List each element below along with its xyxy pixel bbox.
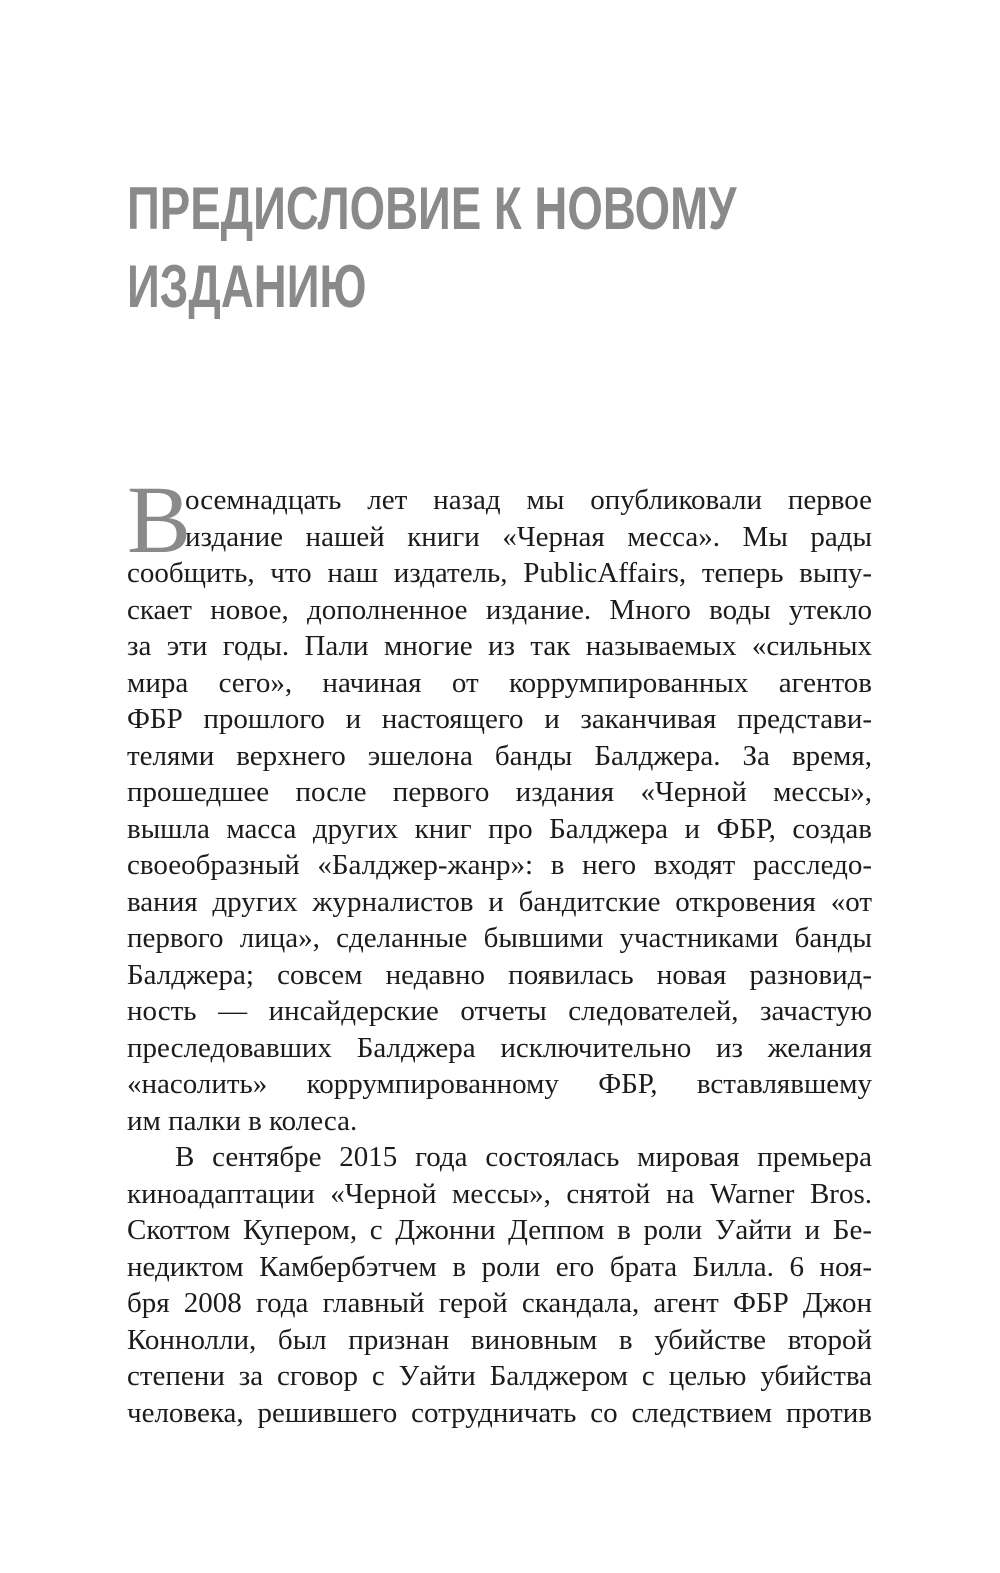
paragraph-2 xyxy=(127,1139,872,1431)
text-line: степени за сговор с Уайти Балджером с целью убийства xyxy=(127,1360,872,1392)
drop-cap: В xyxy=(127,466,192,573)
text-line: киноадаптации «Черной мессы», снятой на Warner Bros. xyxy=(127,1177,872,1210)
chapter-title xyxy=(127,170,737,326)
text-line: мира сего», начиная от коррумпированных агентов xyxy=(127,666,872,699)
text-line: телями верхнего эшелона банды Балджера. За время, xyxy=(127,739,872,772)
text-line: Балджера; совсем недавно появилась новая разновид- xyxy=(127,958,872,991)
text-line: за эти годы. Пали многие из так называемых «сильных xyxy=(127,630,872,662)
text-line: В сентябре 2015 года состоялась мировая премьера xyxy=(175,1141,872,1173)
text-line: «насолить» коррумпированному ФБР, вставлявшему xyxy=(127,1068,872,1100)
text-line: бря 2008 года главный герой скандала, агент ФБР Джон xyxy=(127,1287,872,1319)
text-line: преследовавших Балджера исключительно из желания xyxy=(127,1031,872,1064)
text-line: Коннолли, был признан виновным в убийстве второй xyxy=(127,1323,872,1356)
body-text xyxy=(127,466,872,1431)
text-line: ФБР прошлого и настоящего и заканчивая представи- xyxy=(127,703,872,735)
chapter-title-line-1: ПРЕДИСЛОВИЕ К НОВОМУ xyxy=(127,175,737,242)
text-line: им палки в колеса. xyxy=(127,1104,358,1137)
text-line: сообщить, что наш издатель, PublicAffairs, теперь выпу- xyxy=(127,557,872,589)
text-line: ность — инсайдерские отчеты следователей, зачастую xyxy=(127,995,872,1027)
text-line: вания других журналистов и бандитские откровения «от xyxy=(127,885,872,918)
text-line: вышла масса других книг про Балджера и ФБР, создав xyxy=(127,812,872,845)
chapter-title-line-2: ИЗДАНИЮ xyxy=(127,253,367,320)
text-line: первого лица», сделанные бывшими участниками банды xyxy=(127,922,872,954)
paragraph-1 xyxy=(127,482,872,1139)
text-line: прошедшее после первого издания «Черной мессы», xyxy=(127,776,872,808)
text-line: издание нашей книги «Черная месса». Мы рады xyxy=(185,520,872,553)
text-line: своеобразный «Балджер-жанр»: в него входят расследо- xyxy=(127,849,872,881)
text-line: недиктом Камбербэтчем в роли его брата Билла. 6 ноя- xyxy=(127,1250,872,1283)
text-line: Скоттом Купером, с Джонни Деппом в роли Уайти и Бе- xyxy=(127,1214,872,1246)
text-line: человека, решившего сотрудничать со следствием против xyxy=(127,1396,872,1429)
text-line: осемнадцать лет назад мы опубликовали первое xyxy=(185,484,872,516)
text-line: скает новое, дополненное издание. Много воды утекло xyxy=(127,593,872,626)
